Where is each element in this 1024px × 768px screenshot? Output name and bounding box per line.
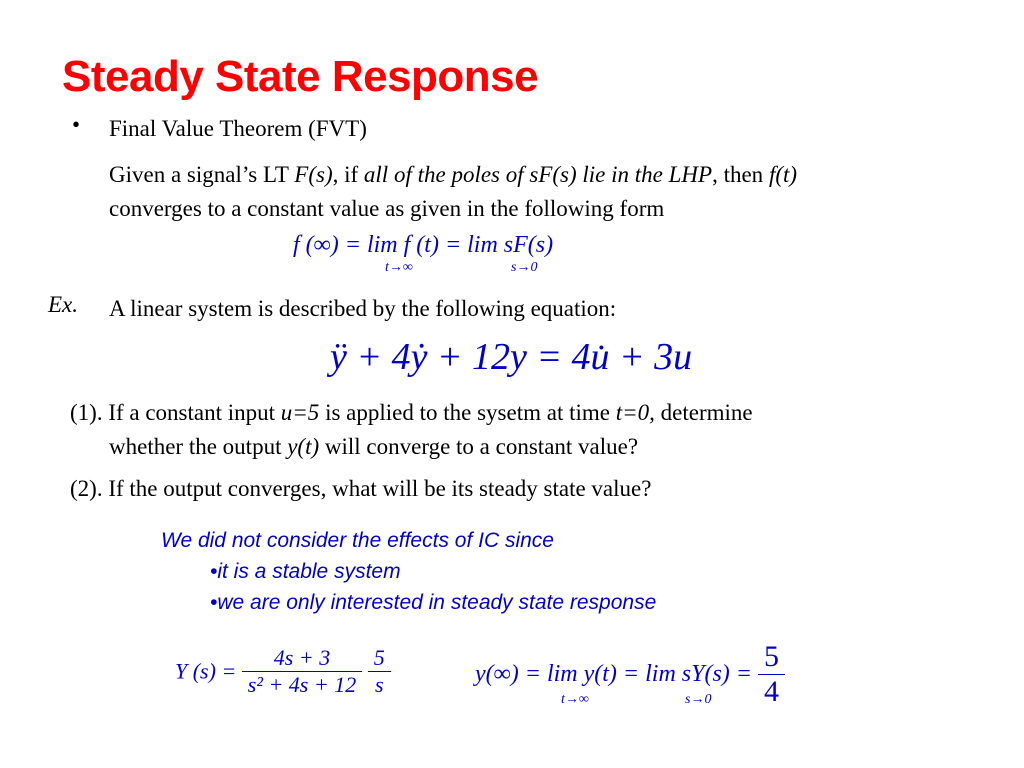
para-text-1: Given a signal’s LT <box>109 162 295 187</box>
fvt-description <box>109 158 797 226</box>
q1-text-d: t=0, <box>615 400 655 425</box>
q1-text-c: is applied to the sysetm at time <box>319 400 616 425</box>
para-text-2: F(s) <box>294 162 333 187</box>
example-label: Ex. <box>48 292 79 317</box>
note-line-2: •it is a stable system <box>210 560 401 583</box>
q1-text-a: (1). If a constant input <box>70 400 281 425</box>
final-value-fraction <box>758 640 785 709</box>
transfer-function-formula <box>175 645 391 698</box>
q1-text-e: determine <box>654 400 753 425</box>
question-1 <box>70 396 753 430</box>
input-fraction <box>368 645 391 698</box>
final-formula-main: y(∞) = lim y(t) = lim sY(s) = <box>475 661 752 687</box>
question-2: (2). If the output converges, what will be its steady state value? <box>70 476 652 501</box>
final-limit-sub-2: s→0 <box>685 692 712 707</box>
fvt-formula-main: f (∞) = lim f (t) = lim sF(s) <box>293 232 554 258</box>
para-text-4: all of the poles of sF(s) lie in the LHP <box>363 162 713 187</box>
final-limit-sub-1: t→∞ <box>561 692 589 707</box>
transfer-denominator: s² + 4s + 12 <box>242 671 362 698</box>
bullet-symbol: • <box>72 112 81 137</box>
q1-line2-c: will converge to a constant value? <box>319 434 639 459</box>
para-text-3: , if <box>332 162 364 187</box>
bullet-text: Final Value Theorem (FVT) <box>109 116 367 141</box>
transfer-fraction <box>242 645 362 698</box>
fvt-limit-sub-2: s→0 <box>511 260 538 275</box>
final-value-denominator: 4 <box>758 674 785 709</box>
note-line-3: •we are only interested in steady state response <box>210 591 657 614</box>
slide-title: Steady State Response <box>62 52 539 101</box>
q1-line2-b: y(t) <box>287 434 320 459</box>
para-text-6: f(t) <box>768 162 798 187</box>
system-equation: ÿ + 4ẏ + 12y = 4u̇ + 3u <box>330 336 693 378</box>
steady-state-formula <box>475 640 785 709</box>
input-denominator: s <box>368 671 391 698</box>
question-1-line-2 <box>109 430 638 464</box>
final-value-numerator: 5 <box>763 640 779 673</box>
note-line-1: We did not consider the effects of IC since <box>161 529 554 552</box>
transfer-numerator: 4s + 3 <box>273 645 331 670</box>
example-text: A linear system is described by the following equation: <box>109 296 617 321</box>
para-text-5: , then <box>712 162 769 187</box>
q1-line2-a: whether the output <box>109 434 288 459</box>
fvt-limit-sub-1: t→∞ <box>385 260 413 275</box>
q1-text-b: u=5 <box>280 400 320 425</box>
input-numerator: 5 <box>373 645 385 670</box>
para-line-2: converges to a constant value as given in the following form <box>109 196 665 221</box>
fvt-formula <box>293 232 554 275</box>
Y-formula-lhs: Y (s) = <box>175 658 237 684</box>
